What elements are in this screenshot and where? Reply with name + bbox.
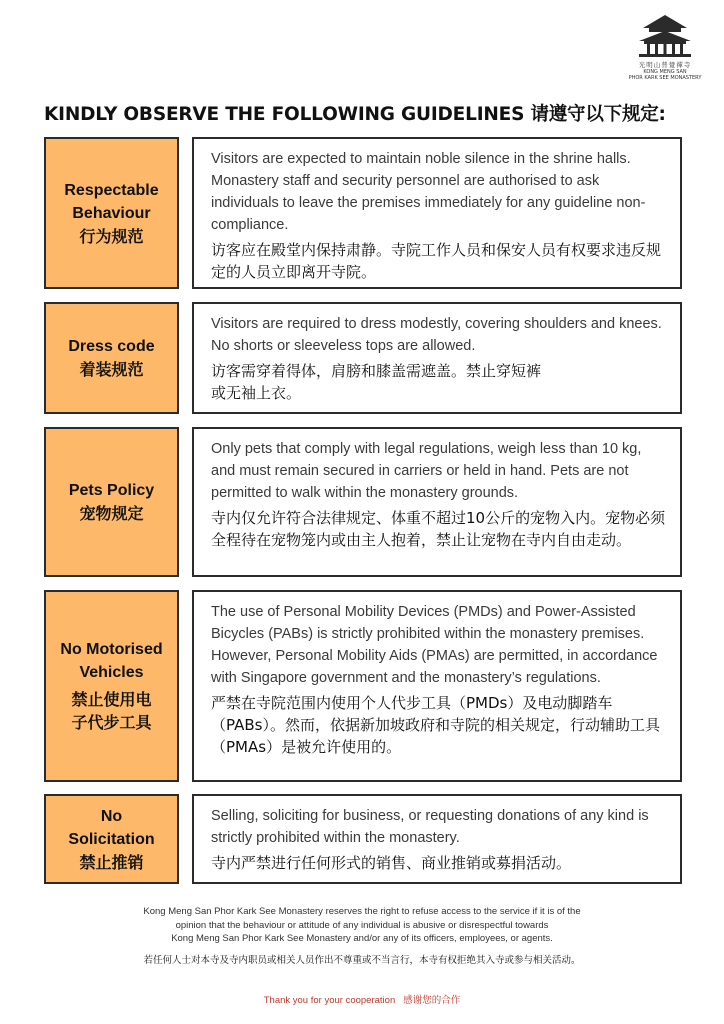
logo-english-line2: PHOR KARK SEE MONASTERY xyxy=(628,75,702,81)
footer-en-line: Kong Meng San Phor Kark See Monastery and/or any of its officers, employees, or agents. xyxy=(171,933,553,944)
section-text-en: Visitors are expected to maintain noble silence in the shrine halls. Monastery staff and security personnel are authorised to ask individuals to leave the premises immediately for any guideline non-compliance. xyxy=(211,151,646,233)
section-label xyxy=(44,794,179,884)
section-no-motorised-vehicles xyxy=(44,590,682,782)
monastery-logo-icon xyxy=(635,14,695,58)
section-content xyxy=(192,427,682,577)
section-text-en: The use of Personal Mobility Devices (PMDs) and Power-Assisted Bicycles (PABs) is strictly prohibited within the monastery premises. However, Personal Mobility Aids (PMAs) are permitted, in accordance with Singapore government and the monastery’s regulations. xyxy=(211,604,658,686)
section-label-en: Dress code xyxy=(68,338,155,355)
footer-disclaimer-en xyxy=(0,905,724,946)
section-label-en: No Motorised Vehicles xyxy=(60,641,163,681)
section-label xyxy=(44,137,179,289)
section-dress-code xyxy=(44,302,682,414)
section-text-zh: 寺内仅允许符合法律规定、体重不超过10公斤的宠物入内。宠物必须全程待在宠物笼内或由主人抱着，禁止让宠物在寺内自由走动。 xyxy=(211,509,666,549)
logo-chinese-name: 光明山普覺禪寺 xyxy=(638,61,692,69)
thank-you-en: Thank you for your cooperation xyxy=(263,995,396,1006)
section-content xyxy=(192,137,682,289)
section-label-en: No Solicitation xyxy=(68,807,155,848)
footer-disclaimer-zh: 若任何人士对本寺及寺内职员或相关人员作出不尊重或不当言行，本寺有权拒绝其入寺或参与相关活动。 xyxy=(143,955,581,966)
footer-en-line: opinion that the behaviour or attitude of any individual is abusive or disrespectful towards xyxy=(175,919,549,931)
section-pets-policy xyxy=(44,427,682,577)
section-content xyxy=(192,302,682,414)
section-text-zh: 访客需穿着得体，肩膀和膝盖需遮盖。禁止穿短裤或无袖上衣。 xyxy=(211,362,542,402)
section-no-solicitation xyxy=(44,794,682,884)
thank-you-note xyxy=(0,992,724,1006)
section-label-zh: 宠物规定 xyxy=(79,504,144,523)
section-label-en: Pets Policy xyxy=(68,482,155,499)
section-label xyxy=(44,427,179,577)
section-text-en: Selling, soliciting for business, or requesting donations of any kind is strictly prohibited within the monastery. xyxy=(211,808,649,846)
section-text-en: Only pets that comply with legal regulations, weigh less than 10 kg, and must remain secured in carriers or held in hand. Pets are not permitted to walk within the monastery grounds. xyxy=(211,441,642,501)
section-text-en: Visitors are required to dress modestly, covering shoulders and knees. No shorts or sleeveless tops are allowed. xyxy=(211,316,662,354)
section-label xyxy=(44,590,179,782)
section-label xyxy=(44,302,179,414)
section-text-zh: 寺内严禁进行任何形式的销售、商业推销或募捐活动。 xyxy=(211,854,572,872)
page-heading: KINDLY OBSERVE THE FOLLOWING GUIDELINES 请遵守以下规定: xyxy=(44,104,666,125)
section-text-zh: 严禁在寺院范围内使用个人代步工具（PMDs）及电动脚踏车（PABs）。然而，依据新加坡政府和寺院的相关规定，行动辅助工具（PMAs）是被允许使用的。 xyxy=(211,694,660,756)
section-label-zh: 着装规范 xyxy=(79,360,144,379)
section-respectable-behaviour xyxy=(44,137,682,289)
section-label-en: Respectable Behaviour xyxy=(64,181,159,222)
section-content xyxy=(192,590,682,782)
section-text-zh: 访客应在殿堂内保持肃静。寺院工作人员和保安人员有权要求违反规定的人员立即离开寺院。 xyxy=(211,241,662,281)
footer-en-line: Kong Meng San Phor Kark See Monastery reserves the right to refuse access to the service if it is of the xyxy=(143,906,581,917)
monastery-logo xyxy=(624,14,706,81)
thank-you-zh: 感谢您的合作 xyxy=(403,995,461,1006)
section-label-zh: 禁止使用电子代步工具 xyxy=(71,690,152,732)
logo-english-line1: KONG MENG SAN xyxy=(643,69,687,75)
section-content xyxy=(192,794,682,884)
section-label-zh: 行为规范 xyxy=(79,226,144,246)
section-label-zh: 禁止推销 xyxy=(79,852,144,872)
